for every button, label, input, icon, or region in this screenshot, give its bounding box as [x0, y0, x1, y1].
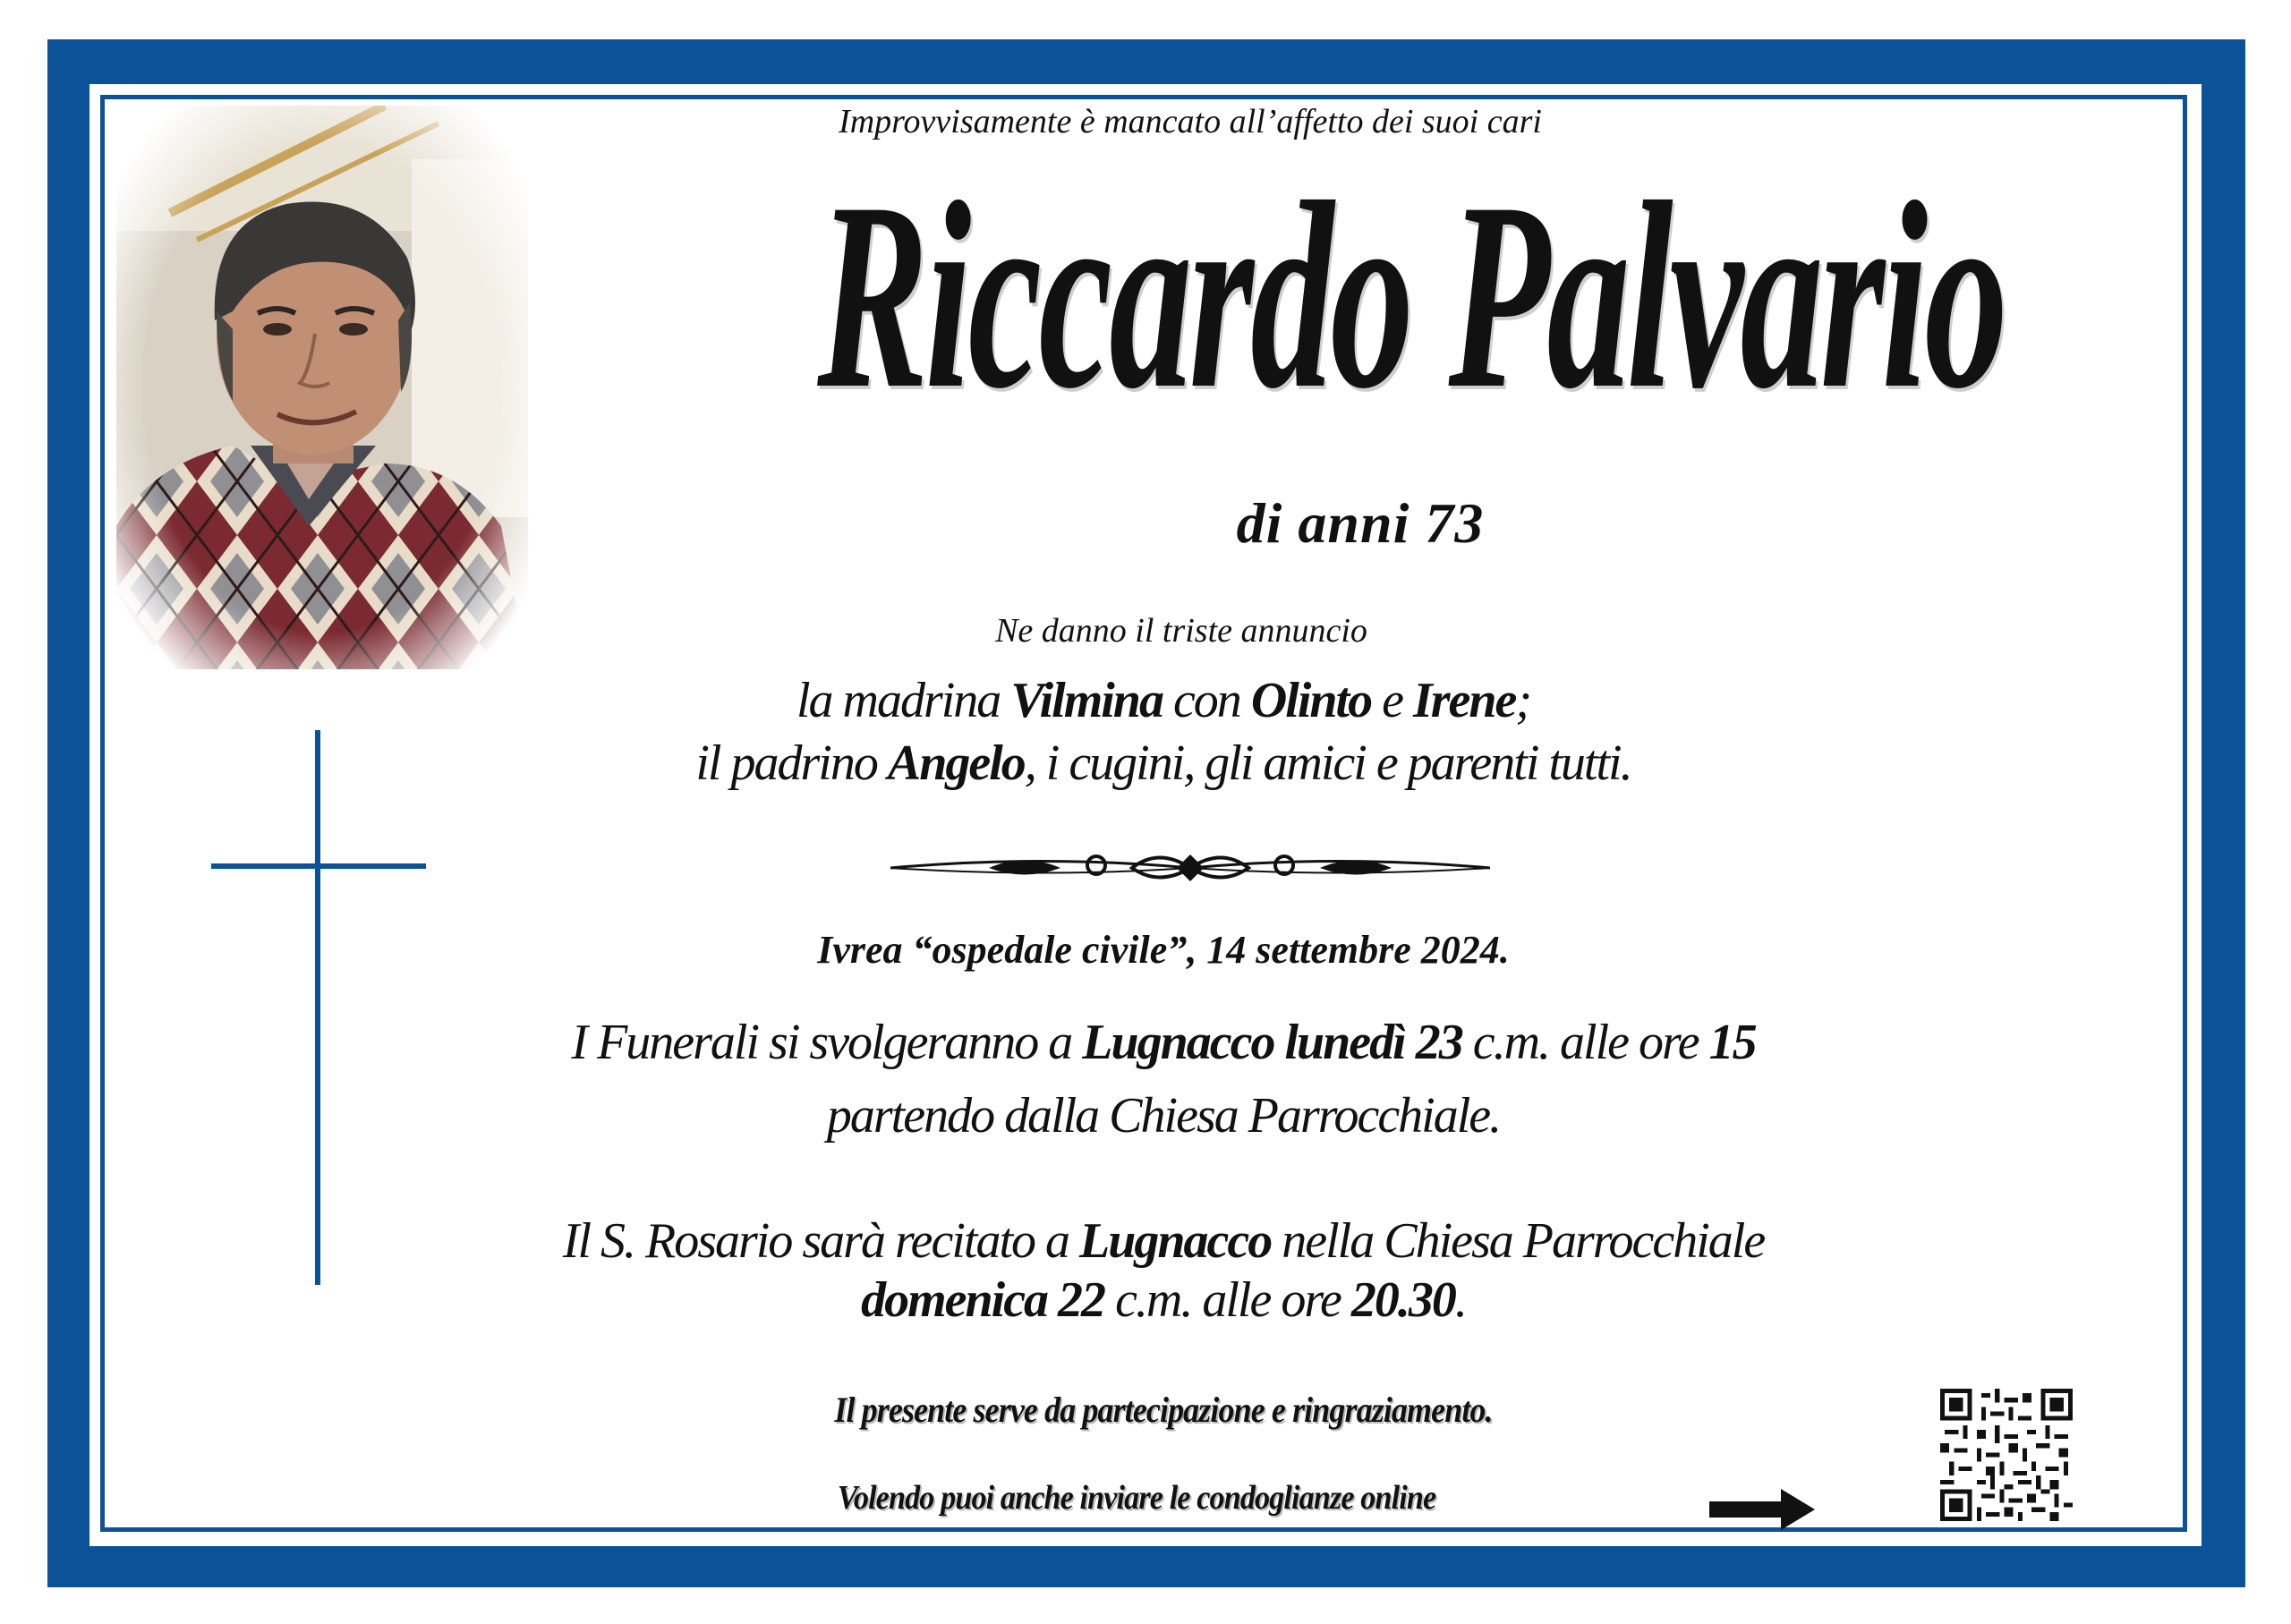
- family-text: , i cugini, gli amici e parenti tutti.: [1024, 735, 1631, 791]
- rosary-text: c.m. alle ore: [1104, 1272, 1351, 1328]
- ornament-divider-icon: [890, 846, 1490, 890]
- rosary-place: Lugnacco: [1079, 1213, 1272, 1269]
- funeral-text: I Funerali si svolgeranno a: [571, 1015, 1083, 1070]
- rosary-line-2: [501, 1269, 1826, 1331]
- family-text: e: [1371, 673, 1413, 728]
- family-name-olinto: Olinto: [1250, 673, 1372, 728]
- family-text: ;: [1515, 673, 1531, 728]
- portrait-photo: [116, 106, 528, 669]
- portrait-illustration: [116, 106, 528, 669]
- arrow-right-icon: [1709, 1487, 1817, 1532]
- condolences-note: Volendo puoi anche inviare le condoglianze online: [837, 1479, 1436, 1517]
- deceased-name: Riccardo Palvario: [817, 147, 2005, 444]
- family-text: la madrina: [796, 673, 1011, 728]
- family-name-angelo: Angelo: [887, 735, 1025, 791]
- rosary-day: domenica 22: [861, 1272, 1105, 1328]
- place-date-text: Ivrea “ospedale civile”, 14 settembre 2024.: [817, 928, 1510, 972]
- family-line-1: [501, 669, 1826, 732]
- family-text: il padrino: [695, 735, 888, 791]
- funeral-place-day: Lugnacco lunedì 23: [1082, 1015, 1462, 1070]
- rosary-text: nella Chiesa Parrocchiale: [1271, 1213, 1765, 1269]
- cross-icon-bar: [211, 863, 426, 869]
- rosary-text: Il S. Rosario sarà recitato a: [562, 1213, 1080, 1269]
- funeral-hour: 15: [1708, 1015, 1756, 1070]
- family-name-irene: Irene: [1412, 673, 1516, 728]
- funeral-line-1: [501, 1011, 1826, 1074]
- funeral-line-2: partendo dalla Chiesa Parrocchiale.: [826, 1088, 1501, 1144]
- cross-icon: [315, 730, 320, 1285]
- age-text: di anni 73: [1236, 491, 1485, 555]
- family-text: con: [1162, 673, 1251, 728]
- participation-note: Il presente serve da partecipazione e ringraziamento.: [834, 1390, 1493, 1430]
- family-line-2: [501, 732, 1826, 795]
- rosary-text: .: [1454, 1272, 1466, 1328]
- qr-code-icon[interactable]: [1940, 1389, 2073, 1521]
- family-name-vilmina: Vilmina: [1010, 673, 1163, 728]
- announce-text: Ne danno il triste annuncio: [995, 612, 1367, 650]
- rosary-line-1: [501, 1210, 1826, 1272]
- funeral-text: c.m. alle ore: [1461, 1015, 1709, 1070]
- rosary-hour: 20.30: [1350, 1272, 1455, 1328]
- intro-text: Improvvisamente è mancato all’affetto dei suoi cari: [839, 103, 1542, 140]
